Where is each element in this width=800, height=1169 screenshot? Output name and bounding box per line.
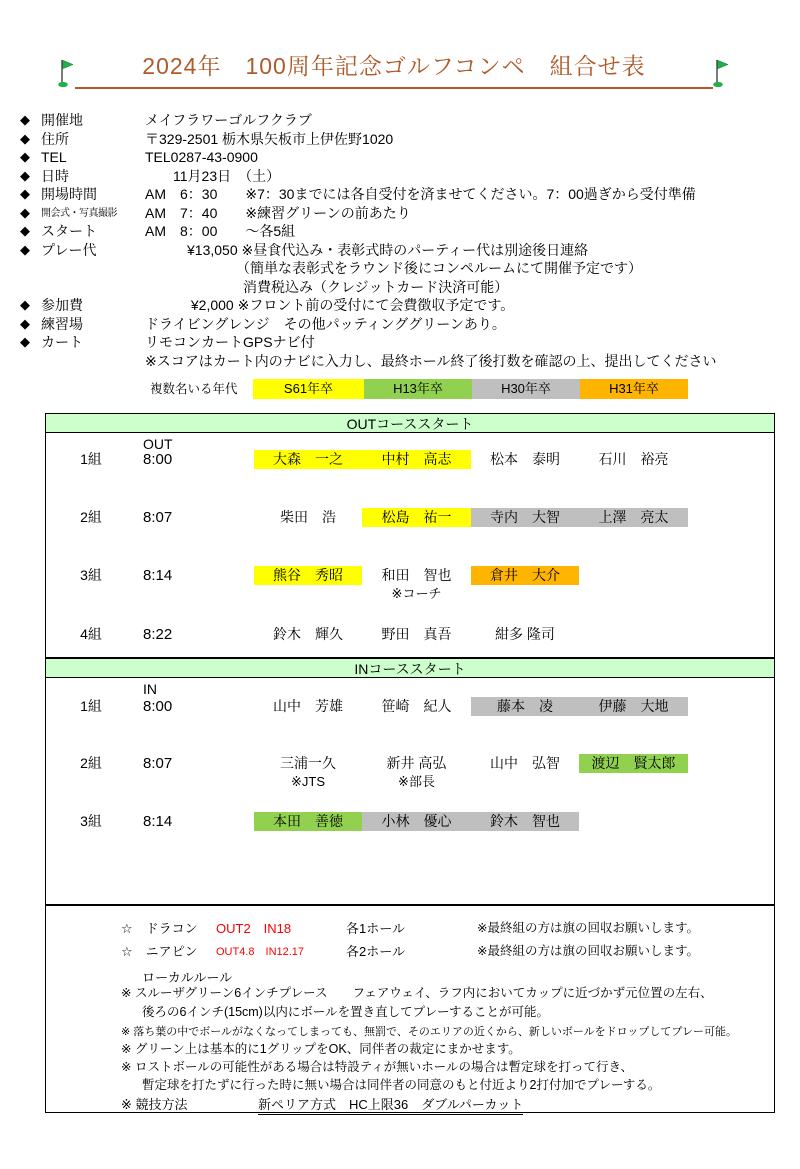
group-label: 1組	[80, 698, 102, 714]
contest-label: ☆ ドラコン	[121, 921, 198, 936]
diamond-bullet-icon: ◆	[20, 167, 30, 183]
info-value: AM 7：40 ※練習グリーンの前あたり	[145, 204, 411, 221]
legend-cell: H30年卒	[472, 379, 580, 399]
start-time: 8:22	[143, 626, 173, 643]
info-value: 消費税込み（クレジットカード決済可能）	[145, 278, 509, 295]
rule-line: 暫定球を打たずに行った時に無い場合は同伴者の同意のもと付近より2打付加でプレーする。	[142, 1078, 661, 1092]
info-line	[20, 185, 800, 204]
golf-flag-icon	[713, 58, 730, 93]
info-value: ¥2,000 ※フロント前の受付にて会費徴収予定です。	[145, 297, 515, 313]
player-cell: 渡辺 賢太郎	[579, 754, 688, 773]
pairing-row	[46, 508, 774, 548]
diamond-bullet-icon: ◆	[20, 315, 30, 331]
page-title-text: 2024年 100周年記念ゴルフコンペ 組合せ表	[75, 48, 713, 89]
player-cell: 山中 弘智	[490, 755, 560, 771]
info-value: AM 6：30 ※7：30までには各自受付を済ませてください。7：00過ぎから受付準備	[145, 186, 696, 202]
player-cell: 大森 一之	[254, 450, 362, 469]
info-label: プレー代	[41, 241, 97, 258]
contest-holes-count: 各1ホール	[346, 921, 405, 936]
age-group-legend	[150, 379, 688, 399]
contest-row	[46, 943, 774, 961]
table-body	[45, 433, 775, 658]
info-label: 開場時間	[41, 186, 97, 202]
rule-line: ※ ロストボールの可能性がある場合は特設ティが無いホールの場合は暫定球を打って行き、	[121, 1060, 633, 1074]
course-label: IN	[143, 681, 157, 697]
info-value: ドライビングレンジ その他パッティンググリーンあり。	[145, 315, 506, 332]
info-line	[20, 130, 800, 149]
player-cell: 和田 智也	[381, 567, 452, 583]
info-label: 開会式・写真撮影	[41, 207, 117, 219]
player-cell: 鈴木 智也	[471, 812, 579, 831]
in-course-table	[45, 658, 775, 905]
info-label: 練習場	[41, 315, 83, 332]
group-label: 2組	[80, 509, 102, 525]
info-value: リモコンカートGPSナビ付	[145, 334, 315, 350]
diamond-bullet-icon: ◆	[20, 223, 30, 238]
page-title	[58, 48, 730, 89]
group-label: 3組	[80, 567, 102, 583]
diamond-bullet-icon: ◆	[20, 297, 30, 312]
player-cell: 本田 善徳	[254, 812, 362, 831]
flag-return-note: ※最終組の方は旗の回収お願いします。	[477, 944, 699, 958]
contest-row	[46, 920, 774, 937]
flag-return-note: ※最終組の方は旗の回収お願いします。	[477, 921, 699, 935]
info-line	[20, 167, 800, 186]
rule-line: ※ 落ち葉の中でボールがなくなってしまっても、無罰で、そのエリアの近くから、新しいボールをドロップしてプレー可能。	[121, 1026, 737, 1038]
info-line	[20, 204, 800, 223]
player-cell: 松島 祐一	[362, 508, 471, 527]
rule-line: ※ スルーザグリーン6インチプレース フェアウェイ、ラフ内においてカップに近づかず元位置の左右、	[121, 986, 713, 1000]
info-label: 参加費	[41, 297, 83, 313]
table-header: INコーススタート	[45, 658, 775, 678]
contest-holes-count: 各2ホール	[346, 944, 405, 959]
legend-cells	[253, 379, 688, 396]
pairing-row	[46, 566, 774, 606]
info-label: 日時	[41, 167, 69, 184]
pairing-row	[46, 754, 774, 794]
info-value: ¥13,050 ※昼食代込み・表彰式時のパーティー代は別途後日連絡	[145, 241, 589, 258]
info-value: 11月23日 （土）	[145, 167, 281, 184]
group-label: 1組	[80, 451, 102, 467]
player-cell: 紺多 隆司	[495, 626, 555, 642]
legend-cell: S61年卒	[253, 379, 364, 399]
diamond-bullet-icon: ◆	[20, 149, 30, 164]
player-note: ※コーチ	[391, 586, 442, 601]
diamond-bullet-icon: ◆	[20, 241, 30, 257]
info-line	[20, 278, 800, 297]
player-cell: 笹崎 紀人	[381, 698, 452, 714]
contest-holes-value: OUT4.8 IN12.17	[216, 946, 305, 958]
golf-flag-icon	[58, 58, 75, 93]
player-cell: 小林 優心	[362, 812, 471, 831]
info-label: TEL	[41, 149, 67, 165]
event-info-list	[20, 111, 800, 370]
player-cell: 中村 高志	[362, 450, 471, 469]
contest-label: ☆ ニアピン	[121, 944, 198, 959]
player-cell: 新井 高弘	[386, 755, 447, 771]
info-line	[20, 241, 800, 260]
group-label: 4組	[80, 626, 102, 642]
info-label	[41, 278, 145, 297]
start-time: 8:00	[143, 698, 173, 715]
rule-line: 後ろの6インチ(15cm)以内にボールを置き直してプレーすることが可能。	[142, 1004, 549, 1019]
info-label: カート	[41, 334, 83, 350]
info-line	[20, 333, 800, 352]
pairing-row	[46, 812, 774, 852]
table-body	[45, 678, 775, 905]
info-line	[20, 296, 800, 315]
player-cell: 柴田 浩	[280, 509, 336, 525]
method-line	[121, 1094, 523, 1115]
info-line	[20, 222, 800, 241]
player-cell: 藤本 凌	[471, 697, 579, 716]
rule-line: ※ グリーン上は基本的に1グリップをOK、同伴者の裁定にまかせます。	[121, 1041, 521, 1056]
info-value: ※スコアはカート内のナビに入力し、最終ホール終了後打数を確認の上、提出してください	[145, 352, 717, 369]
player-cell: 倉井 大介	[471, 566, 579, 585]
info-line	[20, 315, 800, 334]
diamond-bullet-icon: ◆	[20, 204, 30, 220]
info-line	[20, 259, 800, 278]
info-label: 住所	[41, 130, 69, 147]
rules-box	[45, 905, 775, 1113]
pairing-row	[46, 450, 774, 490]
diamond-bullet-icon: ◆	[20, 334, 30, 349]
info-value: メイフラワーゴルフクラブ	[145, 112, 312, 128]
legend-cell: H31年卒	[580, 379, 688, 399]
player-cell: 山中 芳雄	[273, 698, 343, 714]
diamond-bullet-icon: ◆	[20, 112, 30, 127]
info-label: 開催地	[41, 112, 83, 128]
legend-cell: H13年卒	[364, 379, 472, 399]
info-line	[20, 352, 800, 371]
player-cell: 三浦一久	[280, 755, 336, 771]
player-cell: 野田 真吾	[381, 626, 452, 642]
info-value: AM 8：00 ～各5組	[145, 223, 296, 239]
info-label: スタート	[41, 223, 97, 239]
contest-holes-value: OUT2 IN18	[216, 921, 292, 936]
out-course-table	[45, 413, 775, 658]
info-value: 〒329-2501 栃木県矢板市上伊佐野1020	[145, 130, 394, 147]
group-label: 3組	[80, 813, 102, 829]
info-line	[20, 111, 800, 130]
player-cell: 熊谷 秀昭	[254, 566, 362, 585]
player-cell: 寺内 大智	[471, 508, 579, 527]
start-time: 8:07	[143, 755, 173, 772]
player-cell: 松本 泰明	[490, 451, 560, 467]
method-value: 新ペリア方式 HC上限36 ダブルパーカット	[258, 1094, 523, 1115]
method-label: ※ 競技方法	[121, 1097, 188, 1112]
diamond-bullet-icon: ◆	[20, 130, 30, 146]
start-time: 8:14	[143, 567, 173, 584]
info-label	[41, 259, 145, 278]
legend-label: 複数名いる年代	[150, 382, 238, 396]
table-header: OUTコーススタート	[45, 413, 775, 433]
info-bullet-spacer	[20, 278, 41, 297]
player-cell: 伊藤 大地	[579, 697, 688, 716]
info-label	[41, 352, 145, 371]
player-cell: 鈴木 輝久	[273, 626, 343, 642]
course-label: OUT	[143, 436, 173, 452]
diamond-bullet-icon: ◆	[20, 186, 30, 201]
player-cell: 石川 裕亮	[598, 451, 669, 467]
local-rules-title: ローカルルール	[142, 970, 233, 985]
start-time: 8:14	[143, 813, 173, 830]
info-bullet-spacer	[20, 352, 41, 371]
start-time: 8:07	[143, 509, 173, 526]
info-line	[20, 148, 800, 167]
info-value: TEL0287-43-0900	[145, 149, 258, 165]
start-time: 8:00	[143, 451, 173, 468]
player-note: ※JTS	[290, 774, 325, 789]
info-bullet-spacer	[20, 259, 41, 278]
pairing-row	[46, 697, 774, 737]
group-label: 2組	[80, 755, 102, 771]
info-value: （簡単な表彰式をラウンド後にコンペルームにて開催予定です）	[145, 260, 642, 276]
player-note: ※部長	[398, 774, 435, 789]
player-cell: 上澤 亮太	[579, 508, 688, 527]
